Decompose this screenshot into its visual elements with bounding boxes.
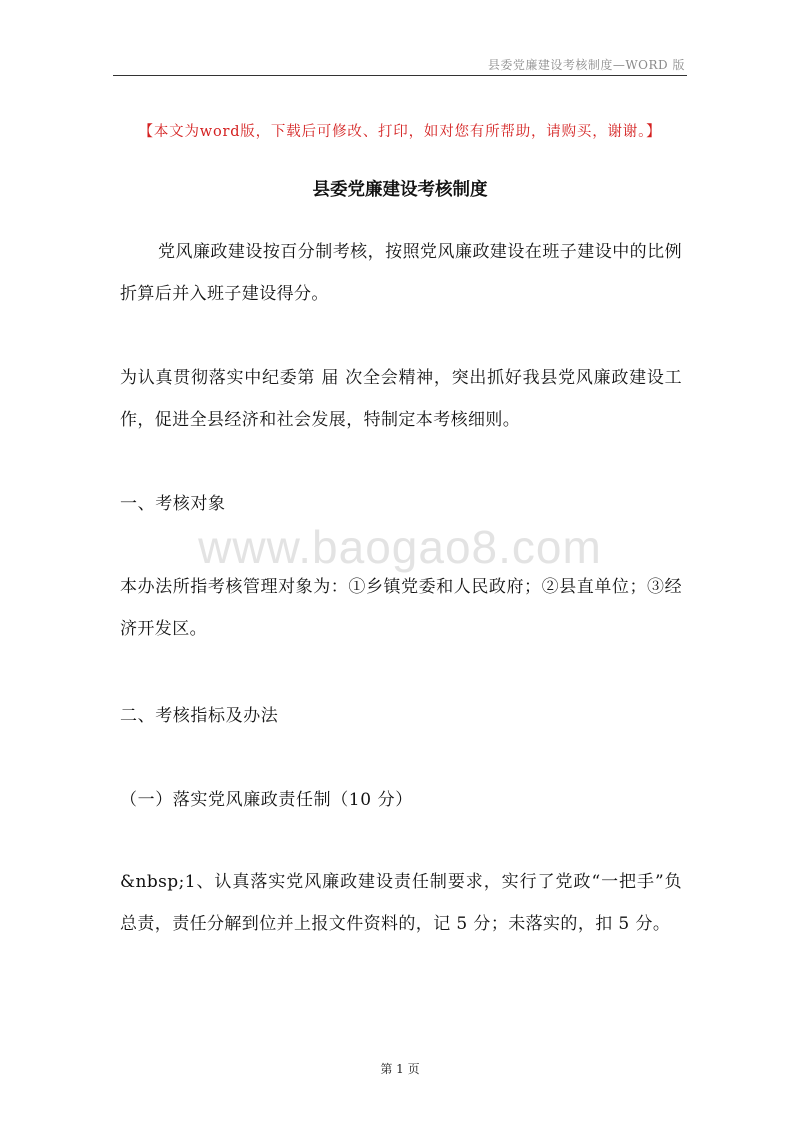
running-header: 县委党廉建设考核制度—WORD 版 bbox=[487, 58, 685, 72]
paragraph-targets: 本办法所指考核管理对象为：①乡镇党委和人民政府；②县直单位；③经济开发区。 bbox=[120, 577, 682, 639]
subsection-heading-1: （一）落实党风廉政责任制（10 分） bbox=[120, 790, 413, 810]
header-divider bbox=[113, 75, 687, 76]
paragraph-purpose: 为认真贯彻落实中纪委第 届 次全会精神，突出抓好我县党风廉政建设工作，促进全县经济和社会发展，特制定本考核细则。 bbox=[120, 368, 682, 430]
paragraph-responsibility: &nbsp;1、认真落实党风廉政建设责任制要求，实行了党政“一把手”负总责，责任分解到位并上报文件资料的，记 5 分；未落实的，扣 5 分。 bbox=[120, 872, 682, 934]
section-heading-1: 一、考核对象 bbox=[120, 494, 226, 514]
download-notice: 【本文为word版，下载后可修改、打印，如对您有所帮助，请购买，谢谢。】 bbox=[138, 124, 662, 140]
document-title: 县委党廉建设考核制度 bbox=[312, 180, 488, 200]
paragraph-scoring: 党风廉政建设按百分制考核，按照党风廉政建设在班子建设中的比例折算后并入班子建设得分。 bbox=[120, 242, 682, 304]
site-watermark: www.baogao8.com bbox=[198, 521, 602, 573]
section-heading-2: 二、考核指标及办法 bbox=[120, 706, 279, 726]
page-number: 第 1 页 bbox=[380, 1062, 420, 1076]
